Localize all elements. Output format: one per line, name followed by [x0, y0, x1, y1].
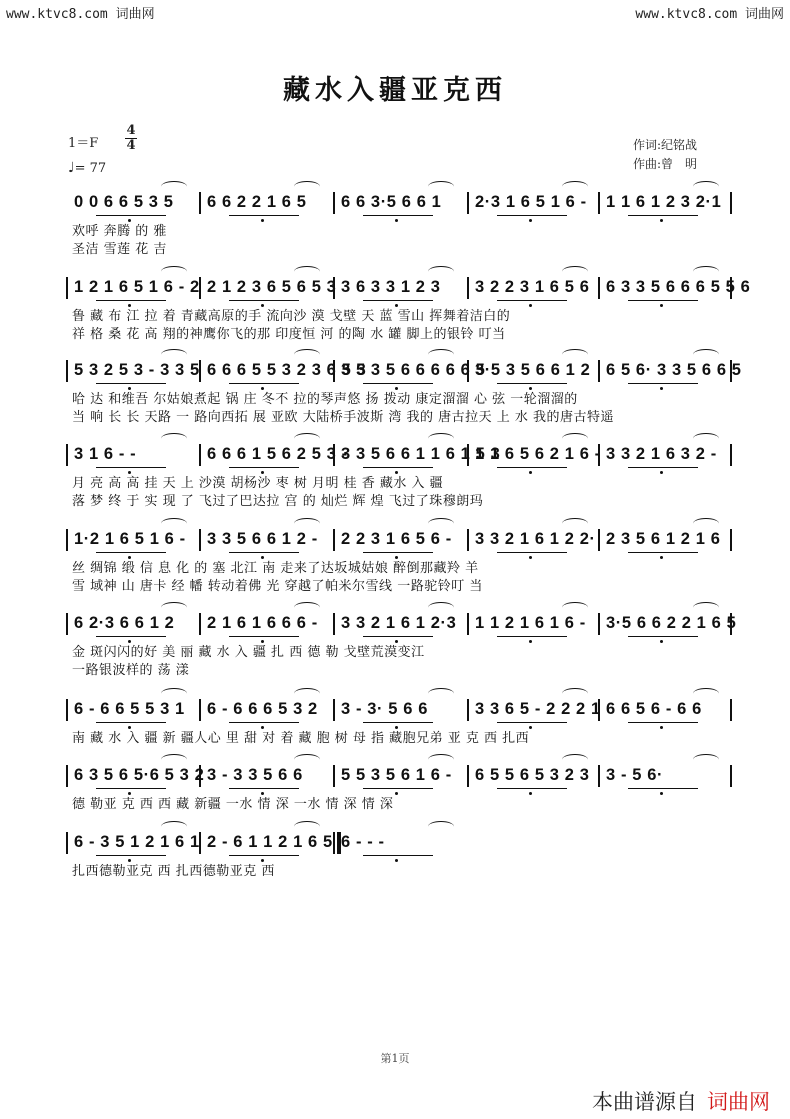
measure: 3 5 3 5 6 6 6 6 6 5: [341, 361, 486, 379]
lyric-line: 哈 达 和维吾 尔姑娘煮起 锅 庄 冬不 拉的琴声悠 扬 拨动 康定溜溜 心 弦 一轮溜溜的: [72, 392, 578, 407]
slur-mark: [161, 688, 187, 699]
beam-underline: [497, 383, 567, 384]
slur-mark: [428, 821, 454, 832]
slur-mark: [693, 181, 719, 192]
measure: 6 - - -: [341, 833, 385, 851]
beam-underline: [497, 636, 567, 637]
beam-underline: [628, 636, 698, 637]
slur-mark: [161, 266, 187, 277]
beam-underline: [96, 788, 166, 789]
slur-mark: [562, 266, 588, 277]
staff-system: [66, 830, 730, 884]
song-title: 藏水入疆亚克西: [283, 75, 507, 106]
lyric-line: 鲁 藏 布 江 拉 着 青藏高原的手 流向沙 漠 戈壁 天 蓝 雪山 挥舞着洁白的: [72, 309, 511, 324]
slur-mark: [294, 433, 320, 444]
key-signature: 1＝F: [68, 136, 99, 151]
beam-underline: [229, 383, 299, 384]
staff-system: [66, 358, 742, 425]
lyric-line: 欢呼 奔腾 的 雅: [72, 224, 167, 239]
measure: 6 6 3·5 6 6 1: [341, 193, 442, 211]
beam-underline: [628, 552, 698, 553]
slur-mark: [294, 181, 320, 192]
lyric-line: 圣洁 雪莲 花 吉: [72, 242, 167, 257]
page-number: 第1页: [380, 1052, 410, 1065]
slur-mark: [294, 821, 320, 832]
slur-mark: [428, 433, 454, 444]
measure: 3 6 3 3 1 2 3: [341, 278, 441, 296]
lyric-line: 金 斑闪闪的好 美 丽 藏 水 入 疆 扎 西 德 勒 戈壁荒漠变江: [72, 645, 425, 660]
slur-mark: [562, 754, 588, 765]
beam-underline: [363, 467, 433, 468]
measure: 6 5 5 6 5 3 2 3: [475, 766, 590, 784]
slur-mark: [428, 266, 454, 277]
measure: 1 2 1 6 5 1 6 - 2: [74, 278, 200, 296]
measure: 3 3 5 6 6 1 1 6 1 5 3: [341, 445, 501, 463]
beam-underline: [628, 383, 698, 384]
staff-system: [66, 275, 751, 342]
slur-mark: [562, 181, 588, 192]
barline: [730, 444, 732, 466]
measure: 3 - 3 3 5 6 6: [207, 766, 303, 784]
staff-system: [66, 763, 730, 817]
slur-mark: [428, 602, 454, 613]
slur-mark: [294, 349, 320, 360]
beam-underline: [363, 636, 433, 637]
measure: 3 - 3· 5 6 6: [341, 700, 428, 718]
staff-system: [66, 442, 730, 509]
beam-underline: [363, 383, 433, 384]
slur-mark: [161, 349, 187, 360]
slur-mark: [693, 349, 719, 360]
beam-underline: [497, 300, 567, 301]
beam-underline: [363, 855, 433, 856]
measure: 2 2 3 1 6 5 6 -: [341, 530, 452, 548]
beam-underline: [96, 300, 166, 301]
beam-underline: [497, 722, 567, 723]
measure: 2 1 6 1 6 6 6 -: [207, 614, 318, 632]
measure: 3 3 2 1 6 3 2 -: [606, 445, 717, 463]
slur-mark: [562, 349, 588, 360]
staff-system: [66, 190, 730, 257]
source-label: 本曲谱源自: [592, 1090, 697, 1114]
watermark-left: www.ktvc8.com 词曲网: [6, 7, 155, 22]
slur-mark: [693, 433, 719, 444]
slur-mark: [161, 602, 187, 613]
beam-underline: [363, 215, 433, 216]
beam-underline: [363, 300, 433, 301]
measure: 2 1 2 3 6 5 6 5 3: [207, 278, 337, 296]
measure: 1 1 2 1 6 1 6 -: [475, 614, 586, 632]
slur-mark: [562, 433, 588, 444]
measure: 3 3 2 1 6 1 2·3: [341, 614, 457, 632]
beam-underline: [96, 636, 166, 637]
lyric-line: 雪 域神 山 唐卡 经 幡 转动着佛 光 穿越了帕米尔雪线 一路驼铃叮 当: [72, 579, 483, 594]
lyric-line: 丝 绸锦 缎 信 息 化 的 塞 北江 南 走来了达坂城姑娘 醉倒那藏羚 羊: [72, 561, 479, 576]
slur-mark: [693, 754, 719, 765]
slur-mark: [294, 518, 320, 529]
beam-underline: [229, 855, 299, 856]
beam-underline: [229, 300, 299, 301]
beam-underline: [96, 552, 166, 553]
measure: 6 6 6 1 5 6 2 5 3 -: [207, 445, 348, 463]
composer-credit: 作曲:曾 明: [633, 157, 698, 171]
beam-underline: [628, 300, 698, 301]
lyric-line: 落 梦 终 于 实 现 了 飞过了巴达拉 宫 的 灿烂 辉 煌 飞过了珠穆朗玛: [72, 494, 484, 509]
slur-mark: [294, 688, 320, 699]
measure: 6 6 5 6 - 6 6: [606, 700, 702, 718]
barline: [730, 192, 732, 214]
measure: 2 - 6 1 1 2 1 6 5: [207, 833, 333, 851]
slur-mark: [428, 349, 454, 360]
beam-underline: [96, 215, 166, 216]
barline: [730, 529, 732, 551]
measure: 1 1 6 5 6 2 1 6 -: [475, 445, 601, 463]
slur-mark: [161, 433, 187, 444]
barline: [730, 699, 732, 721]
beam-underline: [96, 722, 166, 723]
lyric-line: 祥 格 桑 花 高 翔的神鹰你飞的那 印度恒 河 的陶 水 罐 脚上的银铃 叮当: [72, 327, 506, 342]
slur-mark: [428, 754, 454, 765]
tempo-value: = 77: [74, 161, 107, 176]
measure: 3 3 5 6 6 1 2 -: [207, 530, 318, 548]
measure: 6 3 3 5 6 6 6 5 5 6: [606, 278, 751, 296]
beam-underline: [96, 855, 166, 856]
measure: 1·2 1 6 5 1 6 -: [74, 530, 186, 548]
beam-underline: [363, 722, 433, 723]
source-site[interactable]: 词曲网: [707, 1090, 770, 1114]
measure: 3 3 6 5 - 2 2 2 1: [475, 700, 601, 718]
quarter-note-icon: ♩: [68, 160, 75, 176]
lyric-line: 南 藏 水 入 疆 新 疆人心 里 甜 对 着 藏 胞 树 母 指 藏胞兄弟 亚 克 西 扎西: [72, 731, 530, 746]
staff-system: [66, 527, 730, 594]
slur-mark: [161, 518, 187, 529]
lyric-line: 月 亮 高 高 挂 天 上 沙漠 胡杨沙 枣 树 月明 桂 香 藏水 入 疆: [72, 476, 444, 491]
slur-mark: [428, 518, 454, 529]
beam-underline: [363, 552, 433, 553]
barline: [730, 765, 732, 787]
measure: 6 - 3 5 1 2 1 6 1: [74, 833, 200, 851]
measure: 6 6 6 5 5 3 2 3 6 5 3: [207, 361, 367, 379]
measure: 6 5 6· 3 3 5 6 6 5: [606, 361, 742, 379]
measure: 6 3 5 6 5·6 5 3 2: [74, 766, 205, 784]
beam-underline: [229, 552, 299, 553]
slur-mark: [693, 602, 719, 613]
time-signature-top: 4: [126, 123, 136, 138]
slur-mark: [428, 181, 454, 192]
lyric-line: 一路银波样的 荡 漾: [72, 663, 190, 678]
measure: 5 3 2 5 3 - 3 3 5: [74, 361, 200, 379]
beam-underline: [96, 467, 166, 468]
time-signature: [125, 124, 137, 153]
slur-mark: [161, 821, 187, 832]
slur-mark: [161, 181, 187, 192]
beam-underline: [497, 788, 567, 789]
measure: 2·3 1 6 5 1 6 -: [475, 193, 587, 211]
measure: 2 3 5 6 1 2 1 6: [606, 530, 721, 548]
slur-mark: [294, 266, 320, 277]
beam-underline: [628, 467, 698, 468]
beam-underline: [497, 467, 567, 468]
slur-mark: [693, 688, 719, 699]
beam-underline: [363, 788, 433, 789]
measure: 5 5 3 5 6 1 6 -: [341, 766, 452, 784]
lyric-line: 德 勒亚 克 西 西 藏 新疆 一水 情 深 一水 情 深 情 深: [72, 797, 394, 812]
beam-underline: [229, 788, 299, 789]
tempo-marking: [68, 160, 106, 176]
slur-mark: [161, 754, 187, 765]
beam-underline: [628, 215, 698, 216]
measure: 3 3 2 1 6 1 2 2·: [475, 530, 596, 548]
slur-mark: [562, 602, 588, 613]
beam-underline: [628, 722, 698, 723]
source-credit: [592, 1086, 770, 1116]
measure: 6 6 2 2 1 6 5: [207, 193, 307, 211]
measure: 3 2 2 3 1 6 5 6: [475, 278, 590, 296]
measure: 3 1 6 - -: [74, 445, 137, 463]
measure: 3·5 6 6 2 2 1 6 5: [606, 614, 737, 632]
lyric-line: 当 响 长 长 天路 一 路向西拓 展 亚欧 大陆桥手波斯 湾 我的 唐古拉天 上 水 我的唐古特遥: [72, 410, 614, 425]
measure: 6 2·3 6 6 1 2: [74, 614, 175, 632]
measure: 3 - 5 6·: [606, 766, 664, 784]
measure: 1 1 6 1 2 3 2·1: [606, 193, 722, 211]
time-signature-bottom: 4: [126, 138, 136, 153]
beam-underline: [628, 788, 698, 789]
beam-underline: [229, 722, 299, 723]
staff-system: [66, 697, 730, 751]
lyric-line: 扎西德勒亚克 西 扎西德勒亚克 西: [72, 864, 275, 879]
beam-underline: [497, 552, 567, 553]
beam-underline: [497, 215, 567, 216]
lyricist-credit: 作词:纪铭战: [633, 138, 698, 152]
slur-mark: [562, 518, 588, 529]
beam-underline: [229, 636, 299, 637]
slur-mark: [562, 688, 588, 699]
beam-underline: [229, 467, 299, 468]
staff-system: [66, 611, 737, 678]
slur-mark: [693, 266, 719, 277]
slur-mark: [294, 754, 320, 765]
slur-mark: [294, 602, 320, 613]
beam-underline: [229, 215, 299, 216]
measure: 0 0 6 6 5 3 5: [74, 193, 174, 211]
measure: 3·5 3 5 6 6 1 2: [475, 361, 591, 379]
measure: 6 - 6 6 5 5 3 1: [74, 700, 185, 718]
beam-underline: [96, 383, 166, 384]
measure: 6 - 6 6 6 5 3 2: [207, 700, 318, 718]
watermark-right: www.ktvc8.com 词曲网: [635, 7, 784, 22]
slur-mark: [428, 688, 454, 699]
slur-mark: [693, 518, 719, 529]
